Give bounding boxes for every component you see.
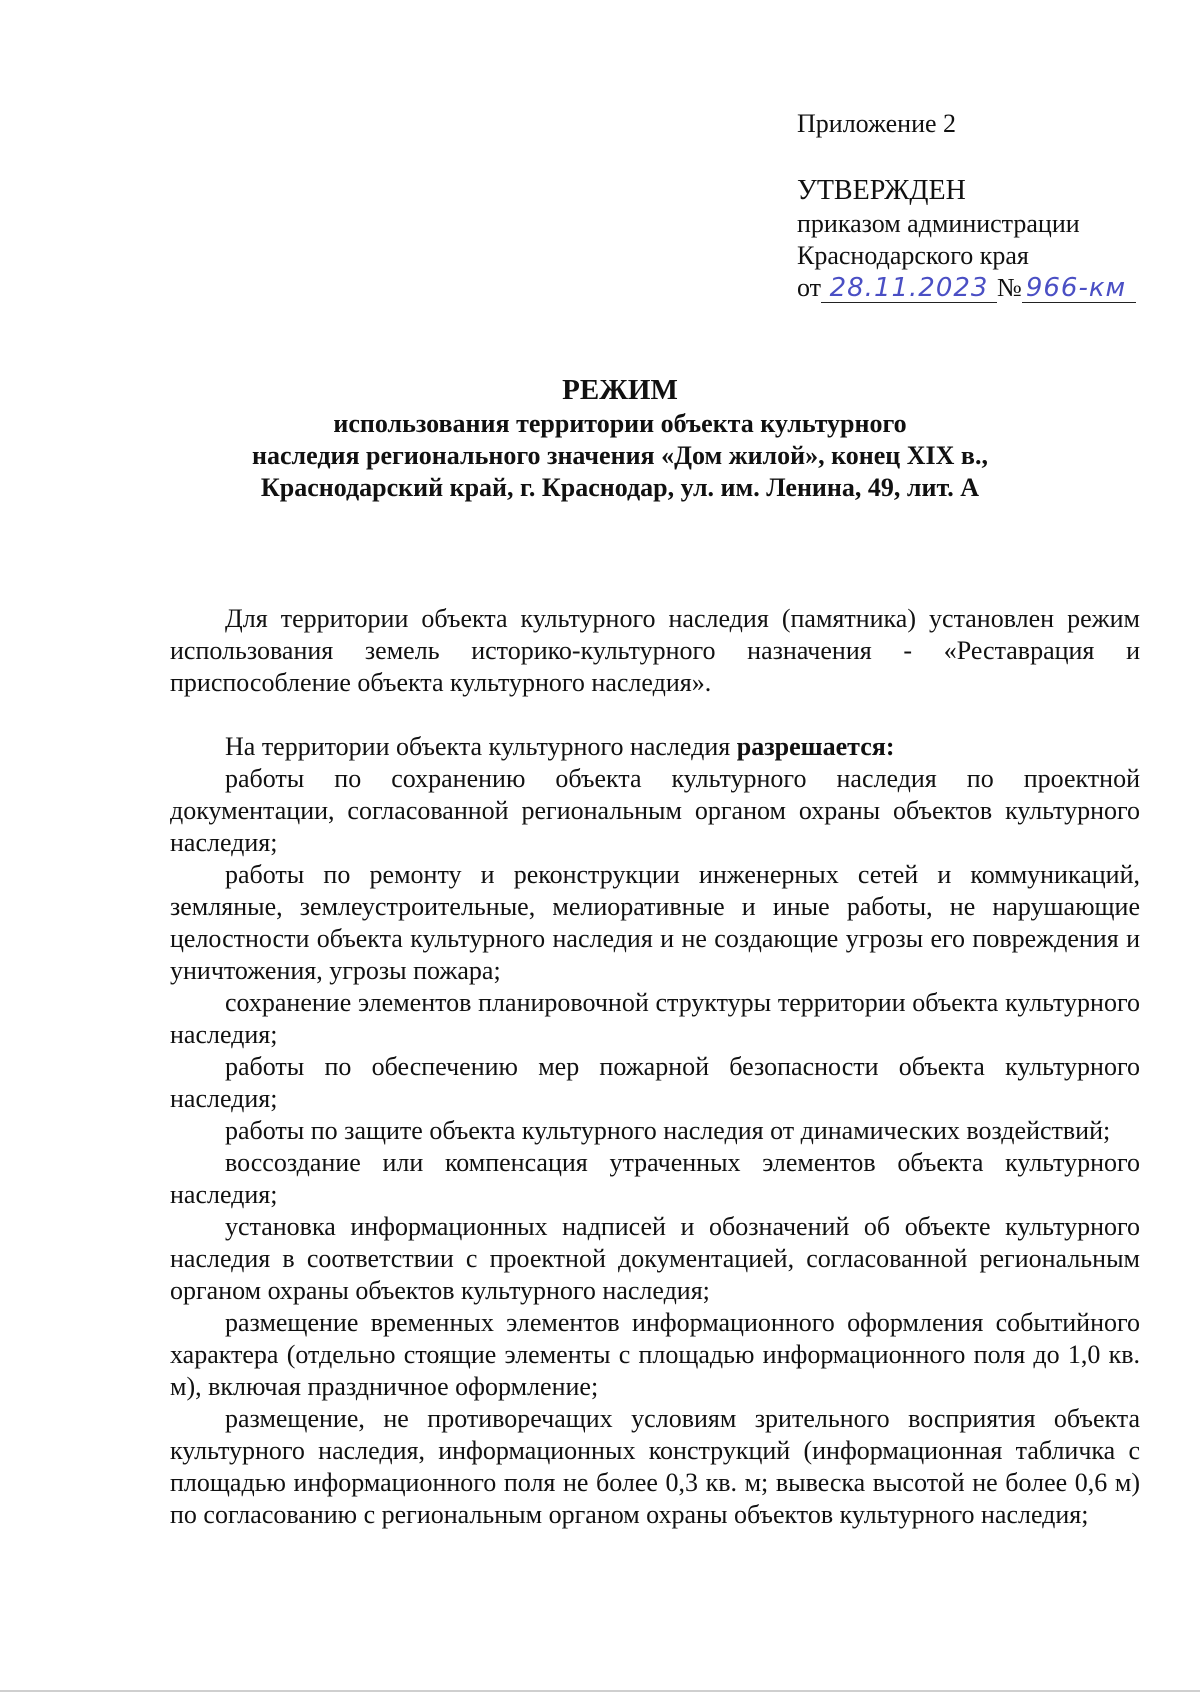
- approval-block: [797, 108, 1177, 304]
- approval-line-order: приказом администрации: [797, 209, 1080, 238]
- list-item: работы по обеспечению мер пожарной безопасности объекта культурного наследия;: [170, 1052, 1140, 1113]
- list-item: установка информационных надписей и обозначений об объекте культурного наследия в соответствии с проектной документацией, согласованной региональным органом охраны объектов культурного наследия;: [170, 1212, 1140, 1305]
- list-item: сохранение элементов планировочной структуры территории объекта культурного наследия;: [170, 988, 1140, 1049]
- allowed-keyword: разрешается:: [736, 732, 895, 761]
- title-main: РЕЖИМ: [562, 374, 678, 406]
- handwritten-number: 966-км: [1022, 274, 1136, 303]
- title-line-3: Краснодарский край, г. Краснодар, ул. им. Ленина, 49, лит. А: [260, 473, 980, 502]
- list-item: работы по защите объекта культурного наследия от динамических воздействий;: [225, 1116, 1111, 1145]
- handwritten-date: 28.11.2023: [821, 274, 997, 303]
- allowed-lead: На территории объекта культурного наследия: [225, 732, 737, 761]
- approval-date-line: [797, 272, 1177, 304]
- document-title: [170, 372, 1070, 504]
- list-item: работы по сохранению объекта культурного наследия по проектной документации, согласованной региональным органом охраны объектов культурного наследия;: [170, 764, 1140, 857]
- title-line-1: использования территории объекта культурного: [333, 409, 907, 438]
- list-item: размещение, не противоречащих условиям зрительного восприятия объекта культурного наследия, информационных конструкций (информационная табличка с площадью информационного поля не более 0,3 кв. м; вывеска высотой не более 0,6 м) по согласованию с региональным органом охраны объектов культурного наследия;: [170, 1404, 1140, 1529]
- approved-heading: УТВЕРЖДЕН: [797, 175, 966, 206]
- number-sign: №: [997, 273, 1022, 302]
- date-prefix: от: [797, 273, 822, 302]
- appendix-label: Приложение 2: [797, 109, 957, 138]
- list-item: воссоздание или компенсация утраченных элементов объекта культурного наследия;: [170, 1148, 1140, 1209]
- list-item: размещение временных элементов информационного оформления событийного характера (отдельно стоящие элементы с площадью информационного поля до 1,0 кв. м), включая праздничное оформление;: [170, 1308, 1140, 1401]
- document-body: [170, 603, 1140, 1531]
- intro-paragraph: Для территории объекта культурного наследия (памятника) установлен режим использования земель историко-культурного назначения - «Реставрация и приспособление объекта культурного наследия».: [170, 604, 1140, 697]
- list-item: работы по ремонту и реконструкции инженерных сетей и коммуникаций, земляные, землеустроительные, мелиоративные и иные работы, не нарушающие целостности объекта культурного наследия и не создающие угрозы его повреждения и уничтожения, угрозы пожара;: [170, 860, 1140, 985]
- title-line-2: наследия регионального значения «Дом жилой», конец XIX в.,: [252, 441, 988, 470]
- scan-bottom-edge: [0, 1690, 1200, 1692]
- allowed-heading-paragraph: [170, 731, 1140, 763]
- approval-line-region: Краснодарского края: [797, 241, 1029, 270]
